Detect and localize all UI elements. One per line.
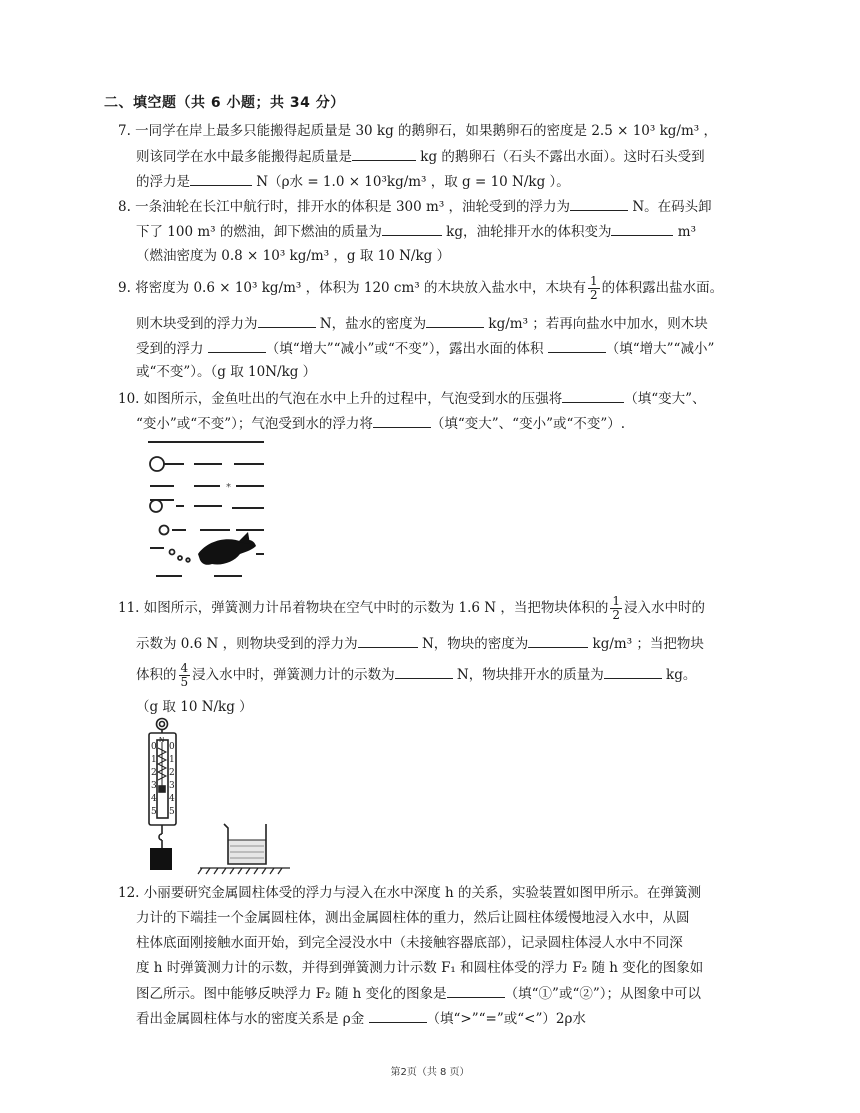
q12-line-5 — [136, 983, 701, 1004]
q7-line-2 — [136, 146, 705, 167]
q8-text: 8. 一条油轮在长江中航行时，排开水的体积是 300 m³ ，油轮受到的浮力为 — [118, 199, 571, 215]
fraction-numerator: 1 — [590, 274, 598, 288]
fraction-denominator: 2 — [612, 608, 621, 622]
scale-tick-label: 4 — [169, 794, 175, 804]
q9-line-4: 或“不变”）。（g 取 10N/kg ） — [136, 364, 317, 380]
q11-line-2 — [136, 633, 704, 654]
q9-text: （填“增大”“减小”或“不变”），露出水面的体积 — [265, 341, 548, 357]
scale-tick-label: 5 — [151, 807, 157, 817]
answer-blank[interactable] — [426, 313, 484, 328]
answer-blank[interactable] — [358, 633, 418, 648]
scale-tick-label: 0 — [169, 742, 175, 752]
q11-text: 浸入水中时的 — [624, 600, 706, 616]
q10-line-1 — [118, 388, 706, 409]
answer-blank[interactable] — [395, 664, 453, 679]
q11-text: 11. 如图所示，弹簧测力计吊着物块在空气中时的示数为 1.6 N ，当把物块体积的 — [118, 600, 609, 616]
bubble — [150, 457, 164, 471]
q8-line-2 — [136, 221, 696, 242]
scale-tick-label: 5 — [169, 807, 175, 817]
q9-text: 则木块受到的浮力为 — [136, 316, 258, 332]
answer-blank[interactable] — [190, 171, 252, 186]
q8-text: m³ — [673, 224, 696, 240]
answer-blank[interactable] — [208, 338, 266, 353]
q11-line-1 — [118, 593, 705, 623]
q8-line-3: （燃油密度为 0.8 × 10³ kg/m³ ，g 取 10 N/kg ） — [136, 248, 451, 264]
q9-text: 9. 将密度为 0.6 × 10³ kg/m³ ，体积为 120 cm³ 的木块放入盐水中，木块有 — [118, 280, 586, 296]
q7-text: N（ρ水 = 1.0 × 10³kg/m³ ，取 g = 10 N/kg ）。 — [252, 174, 570, 190]
bubble — [170, 550, 175, 555]
svg-text:N: N — [159, 736, 165, 744]
q8-line-1 — [118, 196, 712, 217]
q9-text: 的体积露出盐水面。 — [601, 280, 724, 296]
answer-blank[interactable] — [258, 313, 316, 328]
q9-text: N，盐水的密度为 — [315, 316, 427, 332]
q9-text: （填“增大”“减小” — [605, 341, 715, 357]
q7-text: 的浮力是 — [136, 174, 190, 190]
q9-line-2 — [136, 313, 708, 334]
answer-blank[interactable] — [447, 983, 505, 998]
q11-text: N，物块排开水的质量为 — [452, 667, 604, 683]
answer-blank[interactable] — [528, 633, 588, 648]
q9-line-3 — [136, 338, 714, 359]
q10-text: “变小”或“不变”）；气泡受到水的浮力将 — [136, 416, 373, 432]
q12-line-2: 力计的下端挂一个金属圆柱体，测出金属圆柱体的重力，然后让圆柱体缓慢地浸入水中，从圆 — [136, 910, 690, 926]
fraction — [610, 595, 622, 622]
q12-line-1: 12. 小丽要研究金属圆柱体受的浮力与浸入在水中深度 h 的关系，实验装置如图甲所示。在弹簧测 — [118, 885, 702, 901]
scale-tick-label: 4 — [151, 794, 157, 804]
scale-tick-label: 3 — [151, 781, 157, 791]
svg-text:*: * — [226, 482, 231, 493]
q7-line-3 — [136, 171, 570, 192]
q12-line-3: 柱体底面刚接触水面开始，到完全浸没水中（未接触容器底部），记录圆柱体浸人水中不同深 — [136, 935, 683, 951]
bubble — [178, 556, 182, 560]
section-heading: 二、填空题（共 6 小题；共 34 分） — [104, 95, 345, 111]
q9-text: 受到的浮力 — [136, 341, 208, 357]
q12-text: 图乙所示。图中能够反映浮力 F₂ 随 h 变化的图象是 — [136, 986, 447, 1002]
scale-tick-label: 3 — [169, 781, 175, 791]
q10-line-2 — [136, 413, 625, 434]
fraction-denominator: 5 — [180, 675, 189, 689]
answer-blank[interactable] — [611, 221, 673, 236]
scale-tick-label: 1 — [169, 755, 175, 765]
scale-tick-label: 2 — [169, 768, 175, 778]
q12-line-6 — [136, 1008, 586, 1029]
answer-blank[interactable] — [562, 388, 624, 403]
scale-tick-label: 1 — [151, 755, 157, 765]
q12-text: （填“>”“=”或“<”）2ρ水 — [426, 1011, 586, 1027]
q11-line-3 — [136, 660, 696, 690]
bubble — [160, 526, 169, 535]
answer-blank[interactable] — [352, 146, 416, 161]
q11-text: 体积的 — [136, 667, 177, 683]
q10-text: （填“变大”、“变小”或“不变”）. — [430, 416, 626, 432]
q12-text: 看出金属圆柱体与水的密度关系是 ρ金 — [136, 1011, 369, 1027]
scale-hook-ring — [157, 719, 168, 730]
fraction-numerator: 4 — [180, 661, 189, 675]
q7-text: 则该同学在水中最多能搬得起质量是 — [136, 149, 352, 165]
fraction-denominator: 2 — [590, 288, 598, 302]
beaker-icon — [224, 824, 266, 864]
scale-tick-label: 2 — [151, 768, 157, 778]
spring-scale-beaker-figure — [140, 716, 290, 876]
scale-tick-label: 0 — [151, 742, 157, 752]
fraction-numerator: 1 — [612, 594, 621, 608]
q8-text: N。在码头卸 — [628, 199, 712, 215]
fraction — [179, 662, 191, 689]
answer-blank[interactable] — [373, 413, 431, 428]
bubble — [150, 500, 162, 512]
q11-line-4: （g 取 10 N/kg ） — [136, 699, 253, 715]
page-footer: 第2页（共 8 页） — [390, 1067, 470, 1078]
q10-text: 10. 如图所示，金鱼吐出的气泡在水中上升的过程中，气泡受到水的压强将 — [118, 391, 563, 407]
q11-text: kg。 — [661, 667, 697, 683]
q7-text: kg 的鹅卵石（石头不露出水面）。这时石头受到 — [416, 149, 705, 165]
q9-line-1 — [118, 273, 723, 303]
q11-text: 浸入水中时，弹簧测力计的示数为 — [192, 667, 395, 683]
q8-text: kg，油轮排开水的体积变为 — [441, 224, 612, 240]
q12-text: （填“①”或“②”）；从图象中可以 — [504, 986, 701, 1002]
bubble — [186, 558, 190, 562]
goldfish-bubbles-figure — [142, 436, 270, 582]
q12-line-4: 度 h 时弹簧测力计的示数，并得到弹簧测力计示数 F₁ 和圆柱体受的浮力 F₂ 随 h 变化的图象如 — [136, 960, 704, 976]
hanging-block — [150, 848, 172, 870]
fraction — [588, 275, 600, 302]
q11-text: N，物块的密度为 — [417, 636, 529, 652]
q11-text: kg/m³ ；当把物块 — [588, 636, 704, 652]
q8-text: 下了 100 m³ 的燃油，卸下燃油的质量为 — [136, 224, 382, 240]
answer-blank[interactable] — [570, 196, 628, 211]
answer-blank[interactable] — [369, 1008, 427, 1023]
q10-text: （填“变大”、 — [624, 391, 706, 407]
q7-line-1: 7. 一同学在岸上最多只能搬得起质量是 30 kg 的鹅卵石，如果鹅卵石的密度是 2.5 × 10³ kg/m³ ， — [118, 123, 717, 139]
q9-text: kg/m³ ；若再向盐水中加水，则木块 — [484, 316, 708, 332]
q11-text: 示数为 0.6 N ，则物块受到的浮力为 — [136, 636, 358, 652]
answer-blank[interactable] — [604, 664, 662, 679]
answer-blank[interactable] — [382, 221, 442, 236]
answer-blank[interactable] — [548, 338, 606, 353]
